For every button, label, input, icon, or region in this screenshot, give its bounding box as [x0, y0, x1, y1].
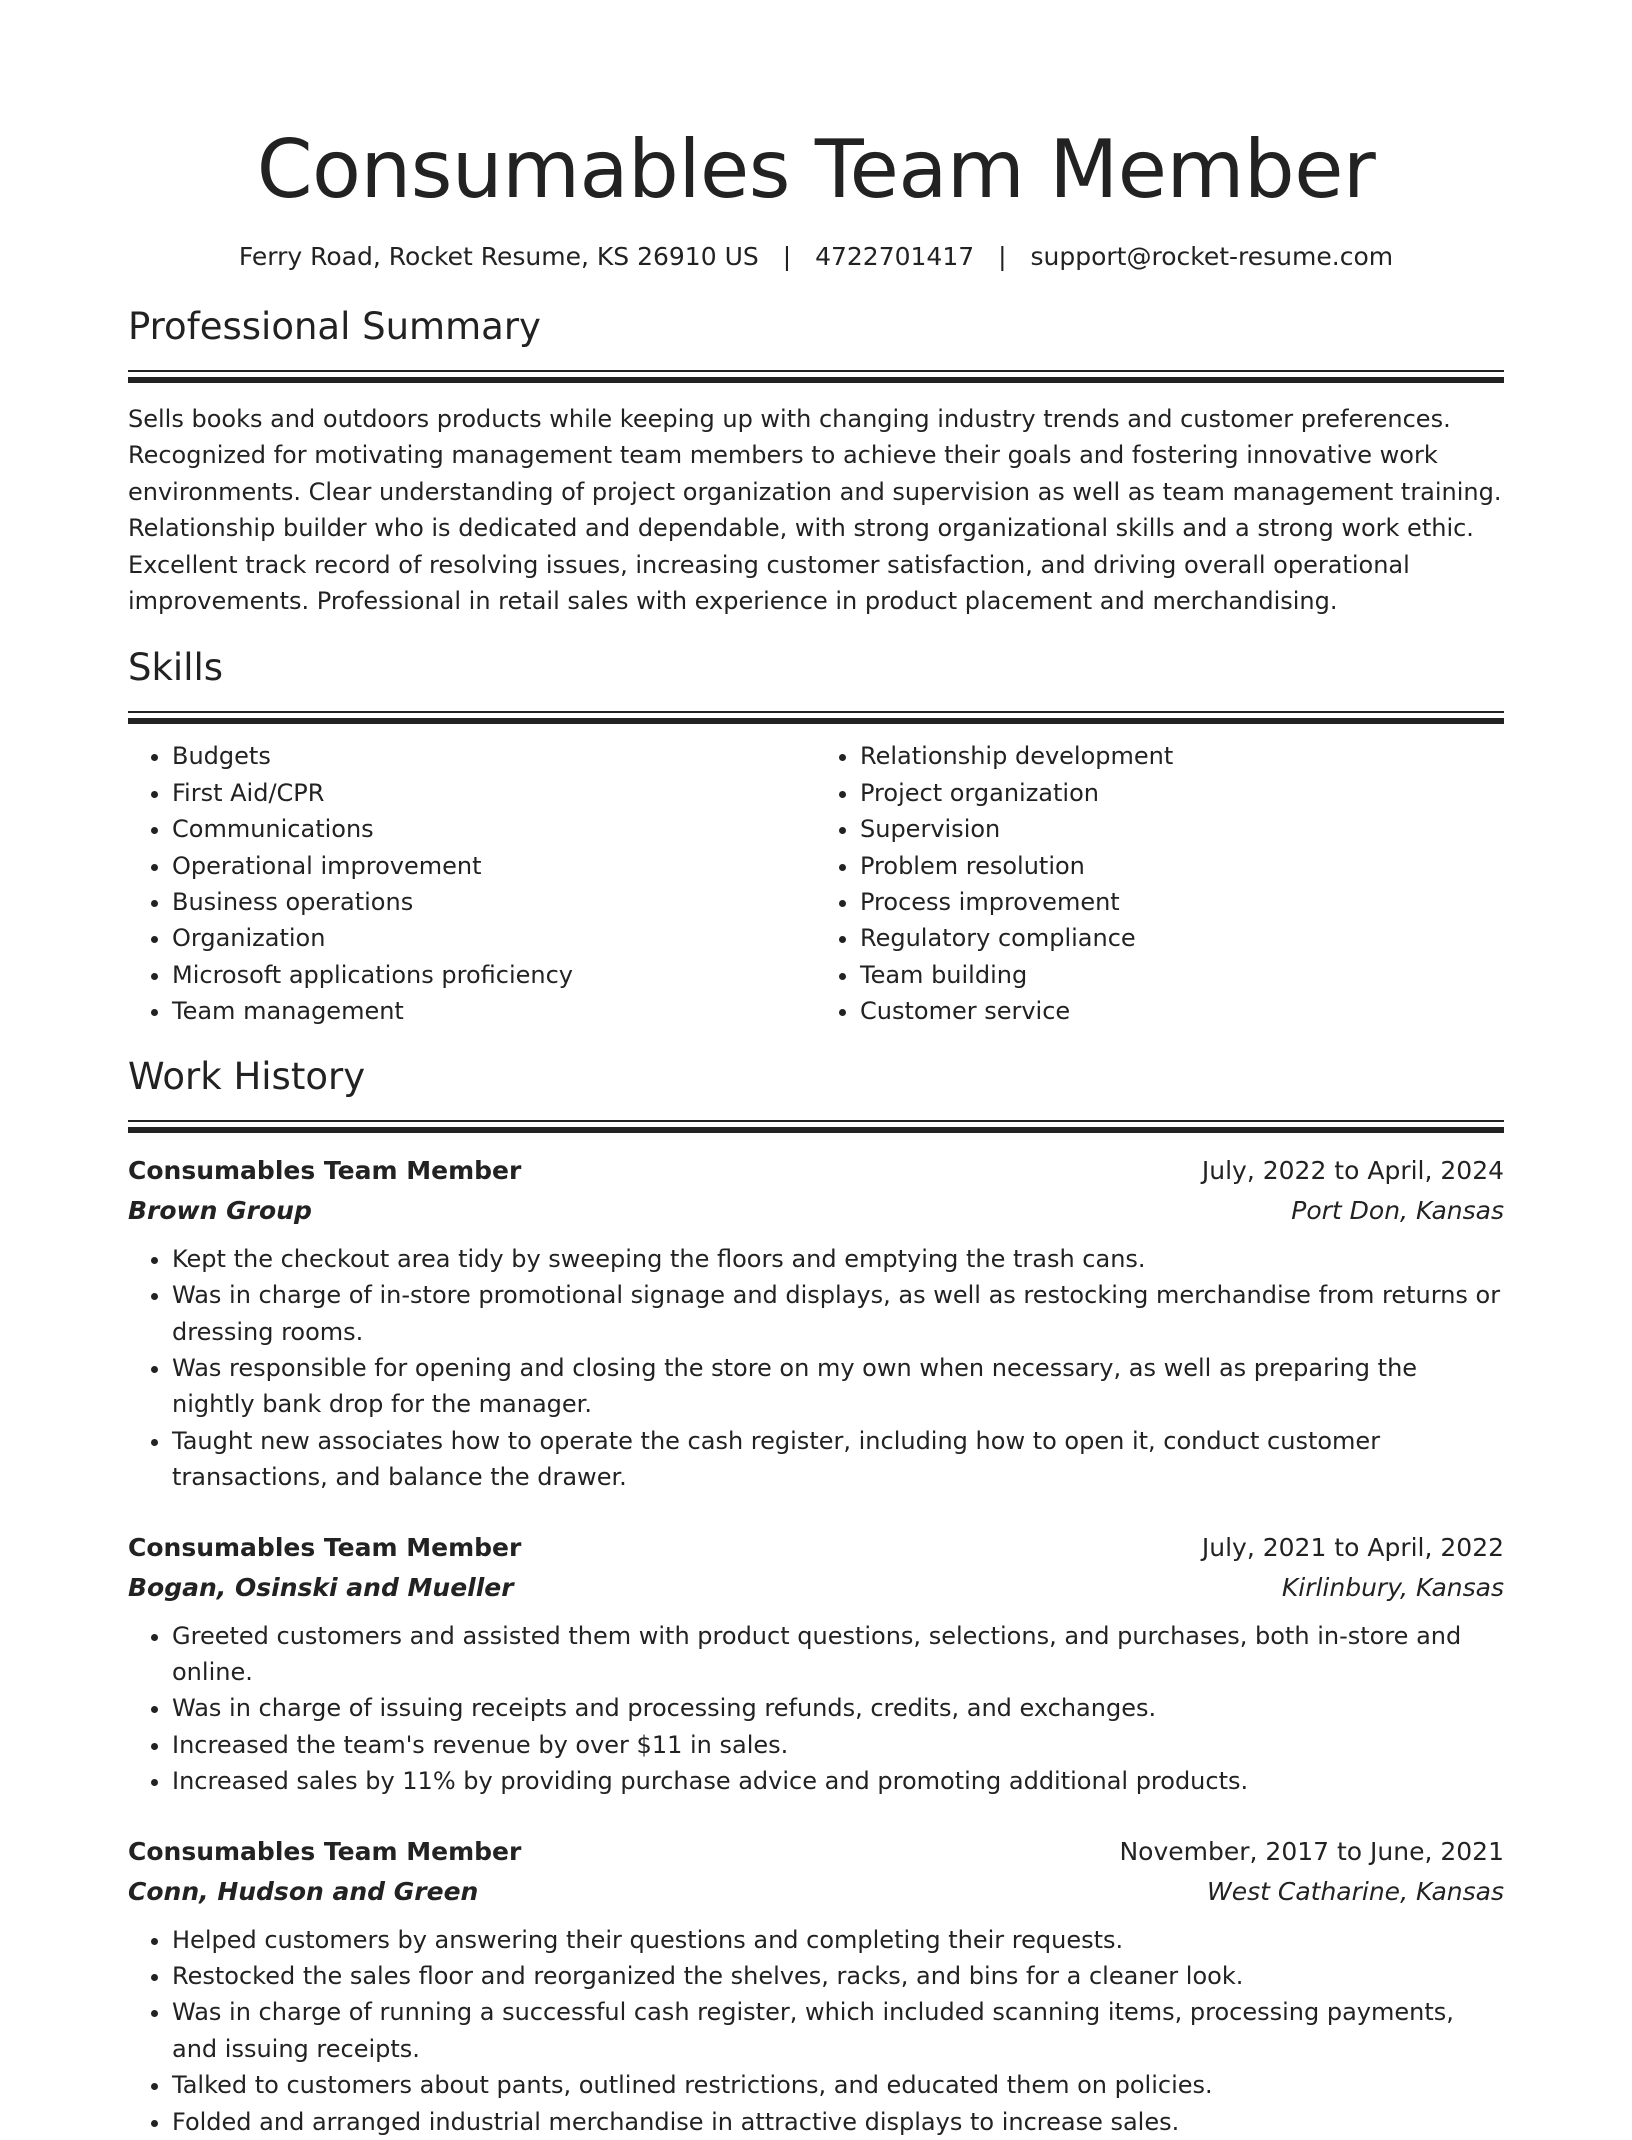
job-bullet: • Taught new associates how to operate the cash register, including how to open it, conduct customer transactions, and balance the drawer. — [172, 1423, 1504, 1496]
contact-separator: | — [782, 242, 792, 271]
section-divider-thin — [128, 370, 1504, 372]
contact-address: Ferry Road, Rocket Resume, KS 26910 US — [238, 242, 759, 271]
skill-item: • Relationship development — [860, 738, 1504, 774]
job-dates: November, 2017 to June, 2021 — [1119, 1836, 1504, 1866]
skills-list-left — [128, 738, 816, 1029]
job-bullet: • Was responsible for opening and closing the store on my own when necessary, as well as preparing the nightly bank drop for the manager. — [172, 1350, 1504, 1423]
skill-item: • Regulatory compliance — [860, 920, 1504, 956]
section-divider-thick — [128, 377, 1504, 383]
job-entry — [128, 1832, 1504, 2140]
job-bullet: • Increased sales by 11% by providing purchase advice and promoting additional products. — [172, 1763, 1504, 1799]
job-bullet: • Restocked the sales floor and reorganized the shelves, racks, and bins for a cleaner look. — [172, 1958, 1504, 1994]
job-entry — [128, 1528, 1504, 1800]
job-company: Conn, Hudson and Green — [128, 1876, 479, 1906]
job-company: Brown Group — [128, 1195, 312, 1225]
job-bullet: • Increased the team's revenue by over $11 in sales. — [172, 1727, 1504, 1763]
summary-text: Sells books and outdoors products while keeping up with changing industry trends and customer preferences. Recognized for motivating management team members to achieve their goals and fostering innovative work environments. Clear understanding of project organization and supervision as well as team management training. Relationship builder who is dedicated and dependable, with strong organizational skills and a strong work ethic. Excellent track record of resolving issues, increasing customer satisfaction, and driving overall operational improvements. Professional in retail sales with experience in product placement and merchandising. — [128, 405, 1502, 616]
skill-item: • Team building — [860, 957, 1504, 993]
job-title: Consumables Team Member — [128, 1836, 522, 1866]
skill-item: • Business operations — [172, 884, 816, 920]
job-location: West Catharine, Kansas — [1207, 1876, 1504, 1906]
job-company: Bogan, Osinski and Mueller — [128, 1572, 514, 1602]
contact-separator: | — [998, 242, 1007, 271]
contact-email: support@rocket-resume.com — [1030, 242, 1394, 271]
resume-name-title: Consumables Team Member — [256, 123, 1376, 216]
job-bullet: • Folded and arranged industrial merchandise in attractive displays to increase sales. — [172, 2104, 1504, 2140]
job-entry — [128, 1151, 1504, 1496]
skill-item: • Team management — [172, 993, 816, 1029]
job-location: Kirlinbury, Kansas — [1281, 1572, 1504, 1602]
skills-list-right — [816, 738, 1504, 1029]
section-divider-thick — [128, 718, 1504, 724]
job-bullet: • Greeted customers and assisted them with product questions, selections, and purchases, both in-store and online. — [172, 1618, 1504, 1691]
job-bullets — [128, 1618, 1504, 1800]
skill-item: • Project organization — [860, 775, 1504, 811]
job-title: Consumables Team Member — [128, 1532, 522, 1562]
work-history-section — [128, 1054, 1504, 2140]
skill-item: • Organization — [172, 920, 816, 956]
skill-item: • Microsoft applications proficiency — [172, 957, 816, 993]
job-bullet: • Was in charge of in-store promotional signage and displays, as well as restocking merchandise from returns or dressing rooms. — [172, 1277, 1504, 1350]
skill-item: • Problem resolution — [860, 848, 1504, 884]
job-bullet: • Was in charge of running a successful cash register, which included scanning items, processing payments, and issuing receipts. — [172, 1994, 1504, 2067]
job-bullet: • Talked to customers about pants, outlined restrictions, and educated them on policies. — [172, 2067, 1504, 2103]
skill-item: • Process improvement — [860, 884, 1504, 920]
skills-section — [128, 645, 1504, 1029]
job-title: Consumables Team Member — [128, 1155, 522, 1185]
job-bullets — [128, 1922, 1504, 2140]
contact-phone: 4722701417 — [815, 242, 975, 271]
job-bullet: • Was in charge of issuing receipts and processing refunds, credits, and exchanges. — [172, 1690, 1504, 1726]
job-location: Port Don, Kansas — [1291, 1195, 1504, 1225]
work-history-heading: Work History — [128, 1054, 366, 1098]
skills-heading: Skills — [128, 646, 224, 690]
skill-item: • Communications — [172, 811, 816, 847]
section-divider-thin — [128, 711, 1504, 713]
job-bullets — [128, 1241, 1504, 1496]
job-bullet: • Kept the checkout area tidy by sweeping the floors and emptying the trash cans. — [172, 1241, 1504, 1277]
job-dates: July, 2022 to April, 2024 — [1201, 1155, 1504, 1185]
skill-item: • Customer service — [860, 993, 1504, 1029]
contact-line — [128, 240, 1504, 274]
job-header-row — [128, 1528, 1504, 1568]
summary-heading: Professional Summary — [128, 305, 541, 348]
skill-item: • Supervision — [860, 811, 1504, 847]
summary-section — [128, 304, 1504, 619]
job-bullet: • Helped customers by answering their questions and completing their requests. — [172, 1922, 1504, 1958]
skill-item: • Budgets — [172, 738, 816, 774]
job-dates: July, 2021 to April, 2022 — [1201, 1532, 1504, 1562]
section-divider-thick — [128, 1127, 1504, 1133]
job-company-row — [128, 1872, 1504, 1912]
job-header-row — [128, 1151, 1504, 1191]
job-header-row — [128, 1832, 1504, 1872]
job-company-row — [128, 1568, 1504, 1608]
section-divider-thin — [128, 1120, 1504, 1122]
skill-item: • First Aid/CPR — [172, 775, 816, 811]
skills-columns — [128, 738, 1504, 1029]
skill-item: • Operational improvement — [172, 848, 816, 884]
job-company-row — [128, 1191, 1504, 1231]
